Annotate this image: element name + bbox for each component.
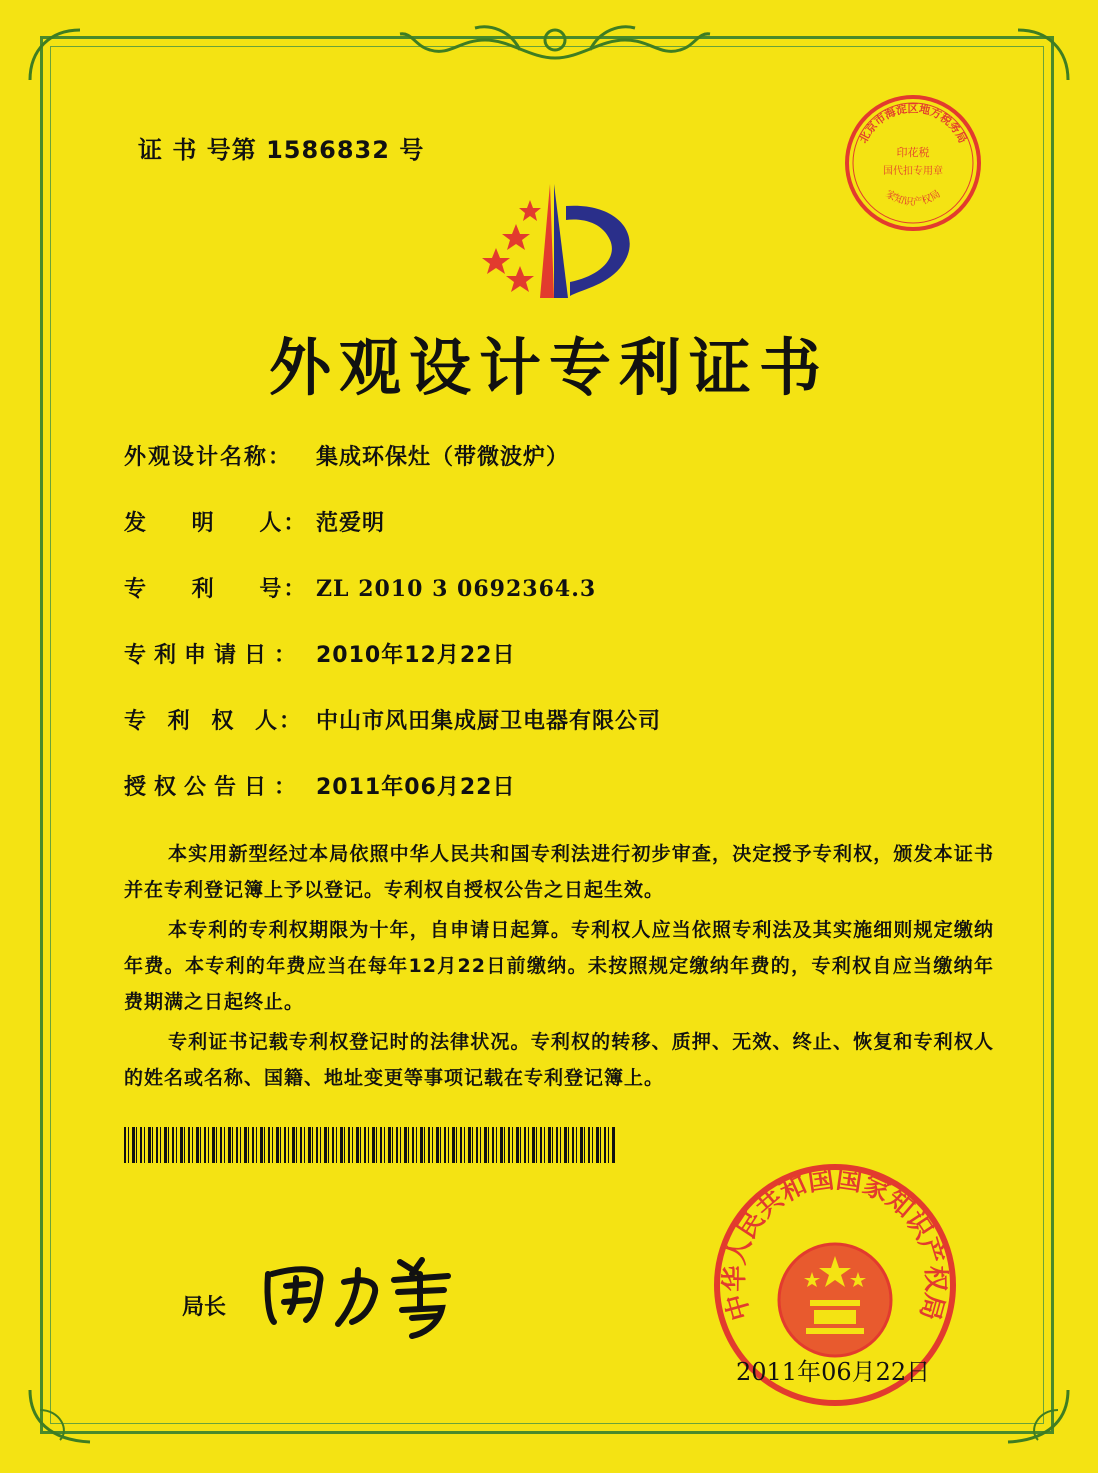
field-label: 专利申请日： [124,643,305,668]
tax-seal-ring-text: 北京市海淀区地方税务局 [856,102,970,146]
body-paragraph: 本实用新型经过本局依照中华人民共和国专利法进行初步审查，决定授予专利权，颁发本证书并在专利登记簿上予以登记。专利权自授权公告之日起生效。 [124,843,994,901]
svg-text:家知识产权局 [883,188,942,209]
field-label: 专 利 号： [124,577,308,602]
tax-seal [842,92,984,234]
field-value: 中山市风田集成厨卫电器有限公司 [316,709,662,734]
patent-office-logo [470,178,640,306]
field-value: ZL 2010 3 0692364.3 [316,576,597,602]
corner-ornament-top-right [1008,20,1078,90]
certificate-title: 外观设计专利证书 [268,331,829,404]
field-label: 发 明 人： [124,511,308,536]
certificate-number: 证 书 号第 1586832 号 [138,136,425,164]
field-grant-date [124,770,515,801]
office-seal-ring-text: 中华人民共和国国家知识产权局 [719,1164,951,1324]
director-signature [262,1252,472,1342]
field-label: 授权公告日： [124,775,305,800]
corner-ornament-bottom-right [988,1380,1078,1460]
field-patent-number [124,572,596,603]
field-inventor [124,506,385,537]
corner-ornament-bottom-left [20,1380,110,1460]
field-filing-date [124,638,515,669]
top-ornament [390,10,720,66]
svg-text:北京市海淀区地方税务局 [857,101,970,145]
field-patentee [124,704,661,735]
field-value: 2011年06月22日 [316,775,516,800]
field-value: 集成环保灶（带微波炉） [316,445,570,470]
field-value: 2010年12月22日 [316,643,516,668]
corner-ornament-top-left [20,20,90,90]
tax-seal-bottom-text: 家知识产权局 [883,188,943,209]
field-label: 专 利 权 人： [124,709,303,734]
field-value: 范爱明 [316,511,386,536]
tax-seal-center-text: 印花税 [896,146,930,159]
certificate-body [124,836,994,1096]
field-label: 外观设计名称： [124,445,293,470]
body-paragraph: 本专利的专利权期限为十年，自申请日起算。专利权人应当依照专利法及其实施细则规定缴纳年费。本专利的年费应当在每年12月22日前缴纳。未按照规定缴纳年费的，专利权自应当缴纳年费期满之日起终止。 [124,919,994,1013]
body-paragraph: 专利证书记载专利权登记时的法律状况。专利权的转移、质押、无效、终止、恢复和专利权人的姓名或名称、国籍、地址变更等事项记载在专利登记簿上。 [124,1031,994,1089]
barcode [124,1127,616,1163]
stamp-date: 2011年06月22日 [736,1358,931,1386]
field-design-name [124,440,569,471]
tax-seal-sub-text: 国代扣专用章 [883,166,943,177]
director-label: 局长 [182,1295,227,1320]
